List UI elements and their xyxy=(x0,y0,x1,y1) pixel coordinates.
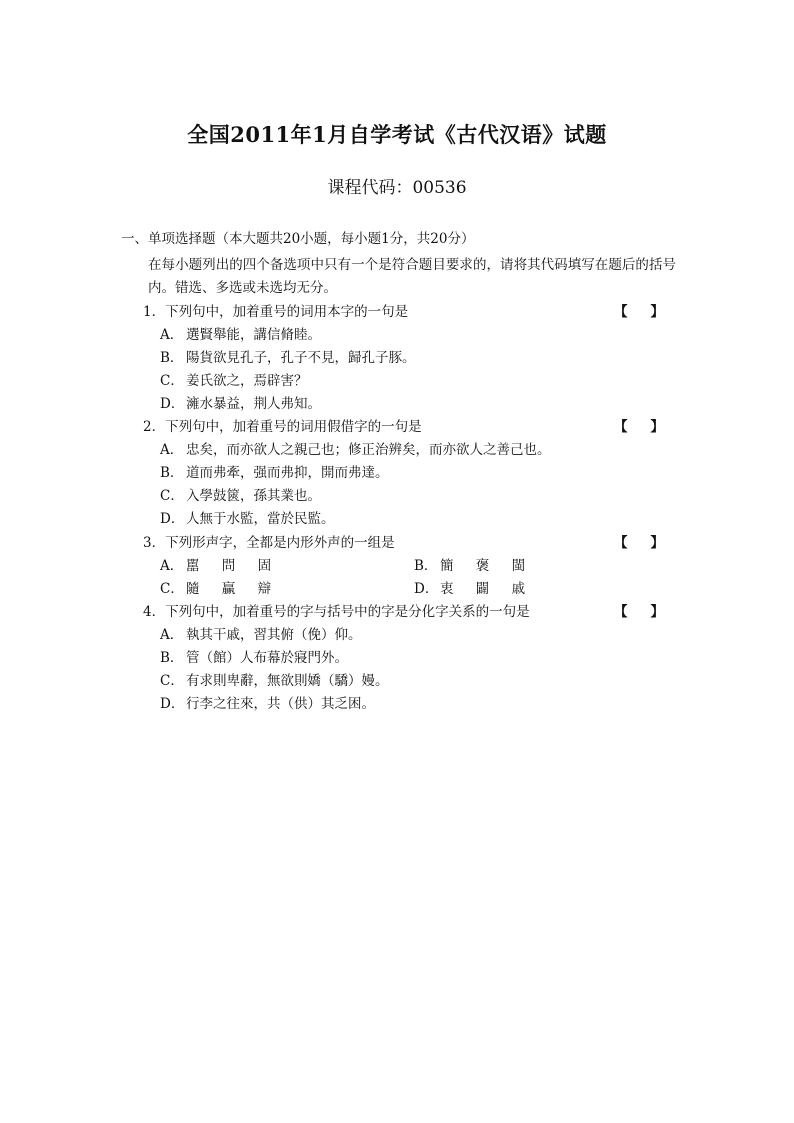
question-1 xyxy=(143,301,683,416)
option-b: B． 道而弗牽，强而弗抑，開而弗達。 xyxy=(160,465,389,481)
option-b: B． 管（館）人布幕於寢門外。 xyxy=(160,650,348,666)
answer-bracket: 【 】 xyxy=(614,535,665,551)
option-a: A． 忠矣，而亦欲人之親己也；修正治辨矣，而亦欲人之善己也。 xyxy=(160,442,551,458)
question-3 xyxy=(143,532,683,601)
answer-bracket: 【 】 xyxy=(614,419,665,435)
question-2 xyxy=(143,416,683,531)
option-d: D． 澭水暴益，荆人弗知。 xyxy=(160,396,321,412)
option-d: D． 行李之往來，共（供）其乏困。 xyxy=(160,696,375,712)
page-title: 全国2011年1月自学考试《古代汉语》试题 xyxy=(187,122,607,147)
question-4 xyxy=(143,601,683,716)
question-stem: 1．下列句中，加着重号的词用本字的一句是 xyxy=(143,304,409,320)
question-stem: 3．下列形声字，全都是内形外声的一组是 xyxy=(143,535,395,551)
option-a: A． 執其干戚，習其俯（俛）仰。 xyxy=(160,627,362,643)
option-d: D． 人無于水監，當於民監。 xyxy=(160,511,335,527)
question-stem: 2．下列句中，加着重号的词用假借字的一句是 xyxy=(143,419,422,435)
option-a: A． 選賢舉能，講信脩睦。 xyxy=(160,327,321,343)
option-c: C． 入學鼓篋，孫其業也。 xyxy=(160,488,321,504)
section-heading: 一、单项选择题（本大题共20小题，每小题1分，共20分） xyxy=(121,231,475,247)
option-row xyxy=(143,555,683,578)
option-d: D． 衷 闢 戚 xyxy=(414,581,535,597)
question-stem: 4．下列句中，加着重号的字与括号中的字是分化字关系的一句是 xyxy=(143,604,530,620)
answer-bracket: 【 】 xyxy=(614,604,665,620)
option-c: C． 隨 贏 辯 xyxy=(160,581,281,597)
option-a: A． 嚚 問 固 xyxy=(160,558,281,574)
option-row xyxy=(143,578,683,601)
option-c: C． 姜氏欲之，焉辟害？ xyxy=(160,373,308,389)
option-b: B． 簡 褒 閩 xyxy=(414,558,535,574)
section-instructions: 在每小题列出的四个备选项中只有一个是符合题目要求的，请将其代码填写在题后的括号内。错选、多选或未选均无分。 xyxy=(148,257,676,296)
option-c: C． 有求則卑辭，無欲則嬌（驕）嫚。 xyxy=(160,673,389,689)
option-b: B． 陽貨欲見孔子，孔子不見，歸孔子豚。 xyxy=(160,350,416,366)
answer-bracket: 【 】 xyxy=(614,304,665,320)
course-code: 课程代码：00536 xyxy=(327,178,467,198)
